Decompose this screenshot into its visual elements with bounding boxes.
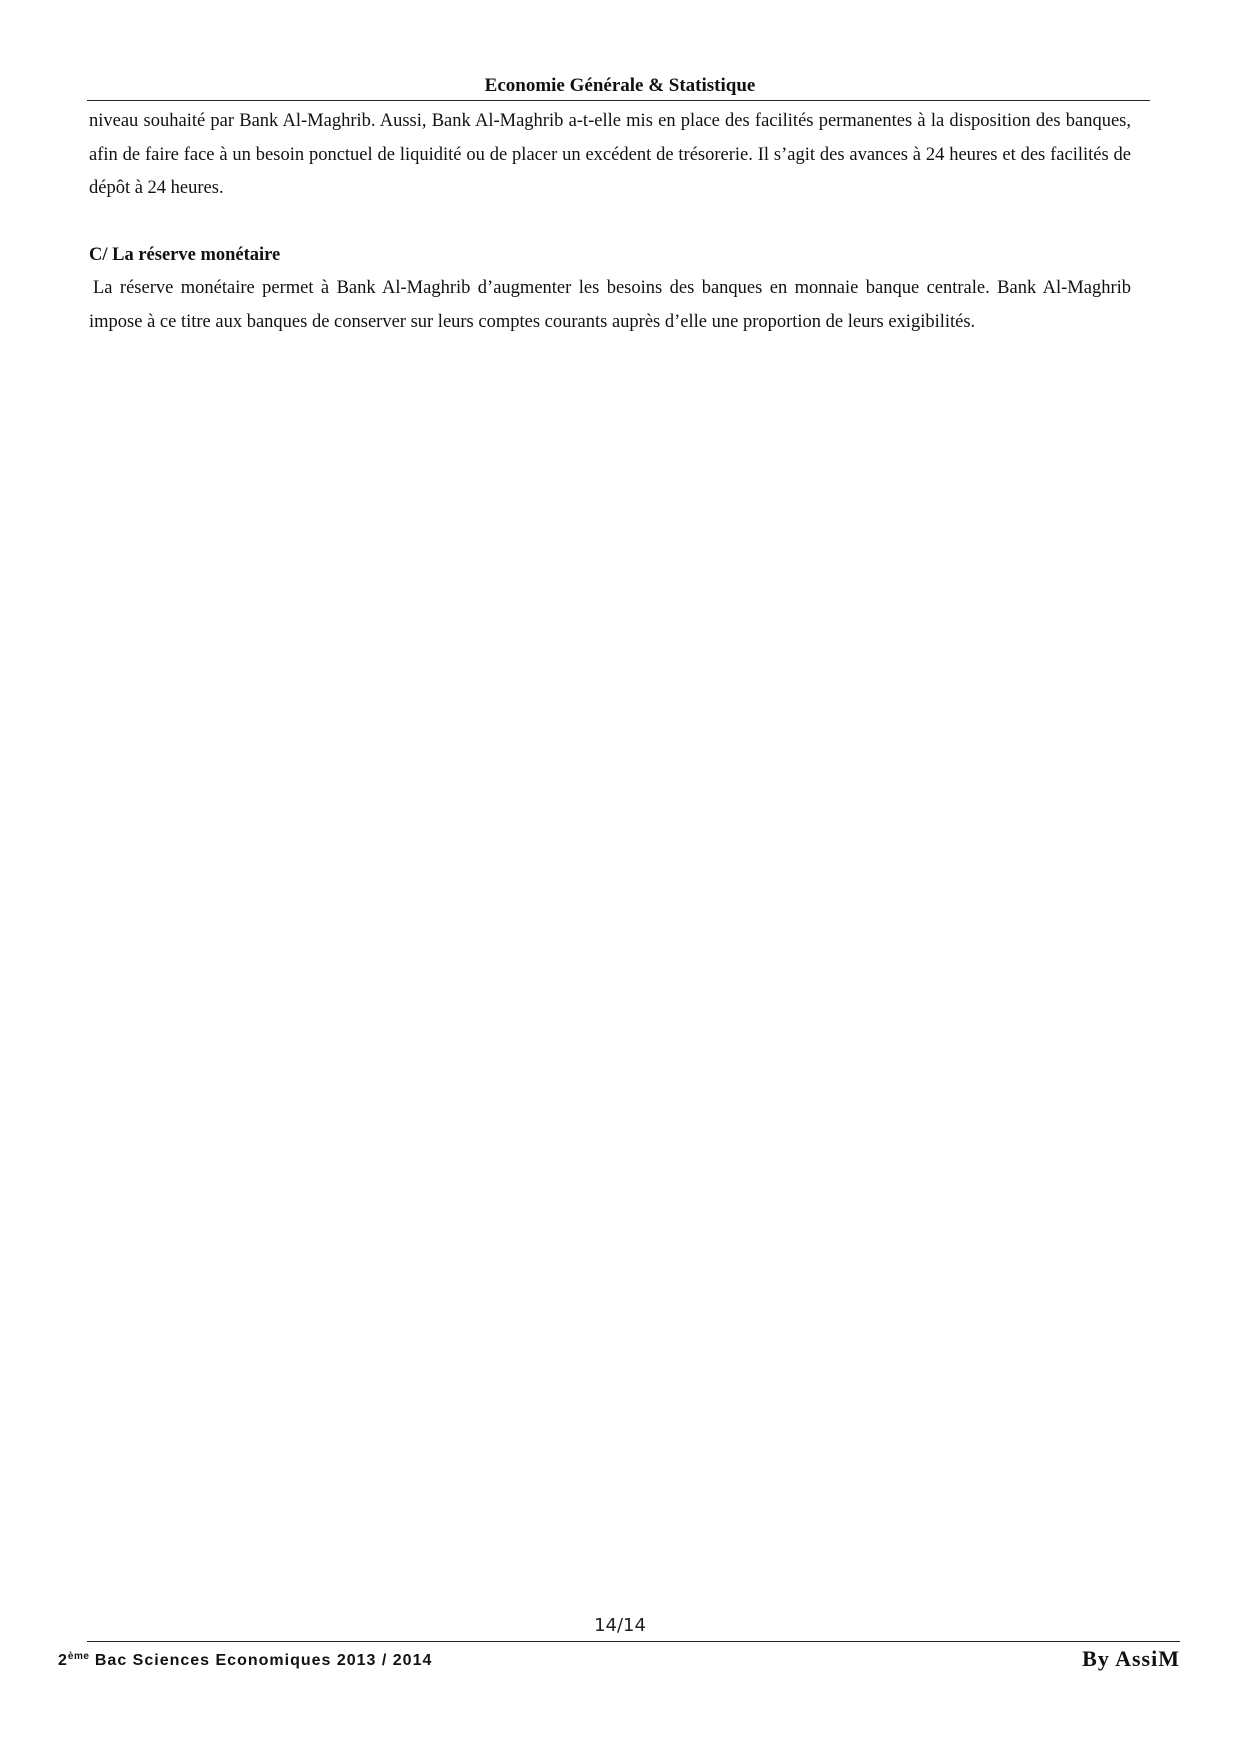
- body-paragraph-2: La réserve monétaire permet à Bank Al-Maghrib d’augmenter les besoins des banques en monnaie banque centrale. Bank Al-Maghrib impose à ce titre aux banques de conserver sur leurs comptes courants auprès d’elle une proportion de leurs exigibilités.: [89, 278, 1131, 332]
- page-number: 14/14: [594, 1615, 646, 1636]
- footer-author: By AssiM: [1082, 1646, 1180, 1671]
- footer-rule: [87, 1641, 1180, 1642]
- page-content: [89, 105, 1131, 339]
- footer-level-superscript: ème: [67, 1651, 90, 1662]
- footer-course-label: [58, 1647, 432, 1675]
- section-title: C/ La réserve monétaire: [89, 244, 281, 265]
- body-paragraph-1: niveau souhaité par Bank Al-Maghrib. Aussi, Bank Al-Maghrib a-t-elle mis en place des facilités permanentes à la disposition des banques, afin de faire face à un besoin ponctuel de liquidité ou de placer un excédent de trésorerie. Il s’agit des avances à 24 heures et des facilités de dépôt à 24 heures.: [89, 111, 1131, 198]
- header-title: Economie Générale & Statistique: [484, 75, 756, 96]
- footer-course-text: Bac Sciences Economiques 2013 / 2014: [94, 1652, 433, 1669]
- header-rule: [87, 100, 1150, 101]
- footer-level-number: 2: [58, 1652, 68, 1669]
